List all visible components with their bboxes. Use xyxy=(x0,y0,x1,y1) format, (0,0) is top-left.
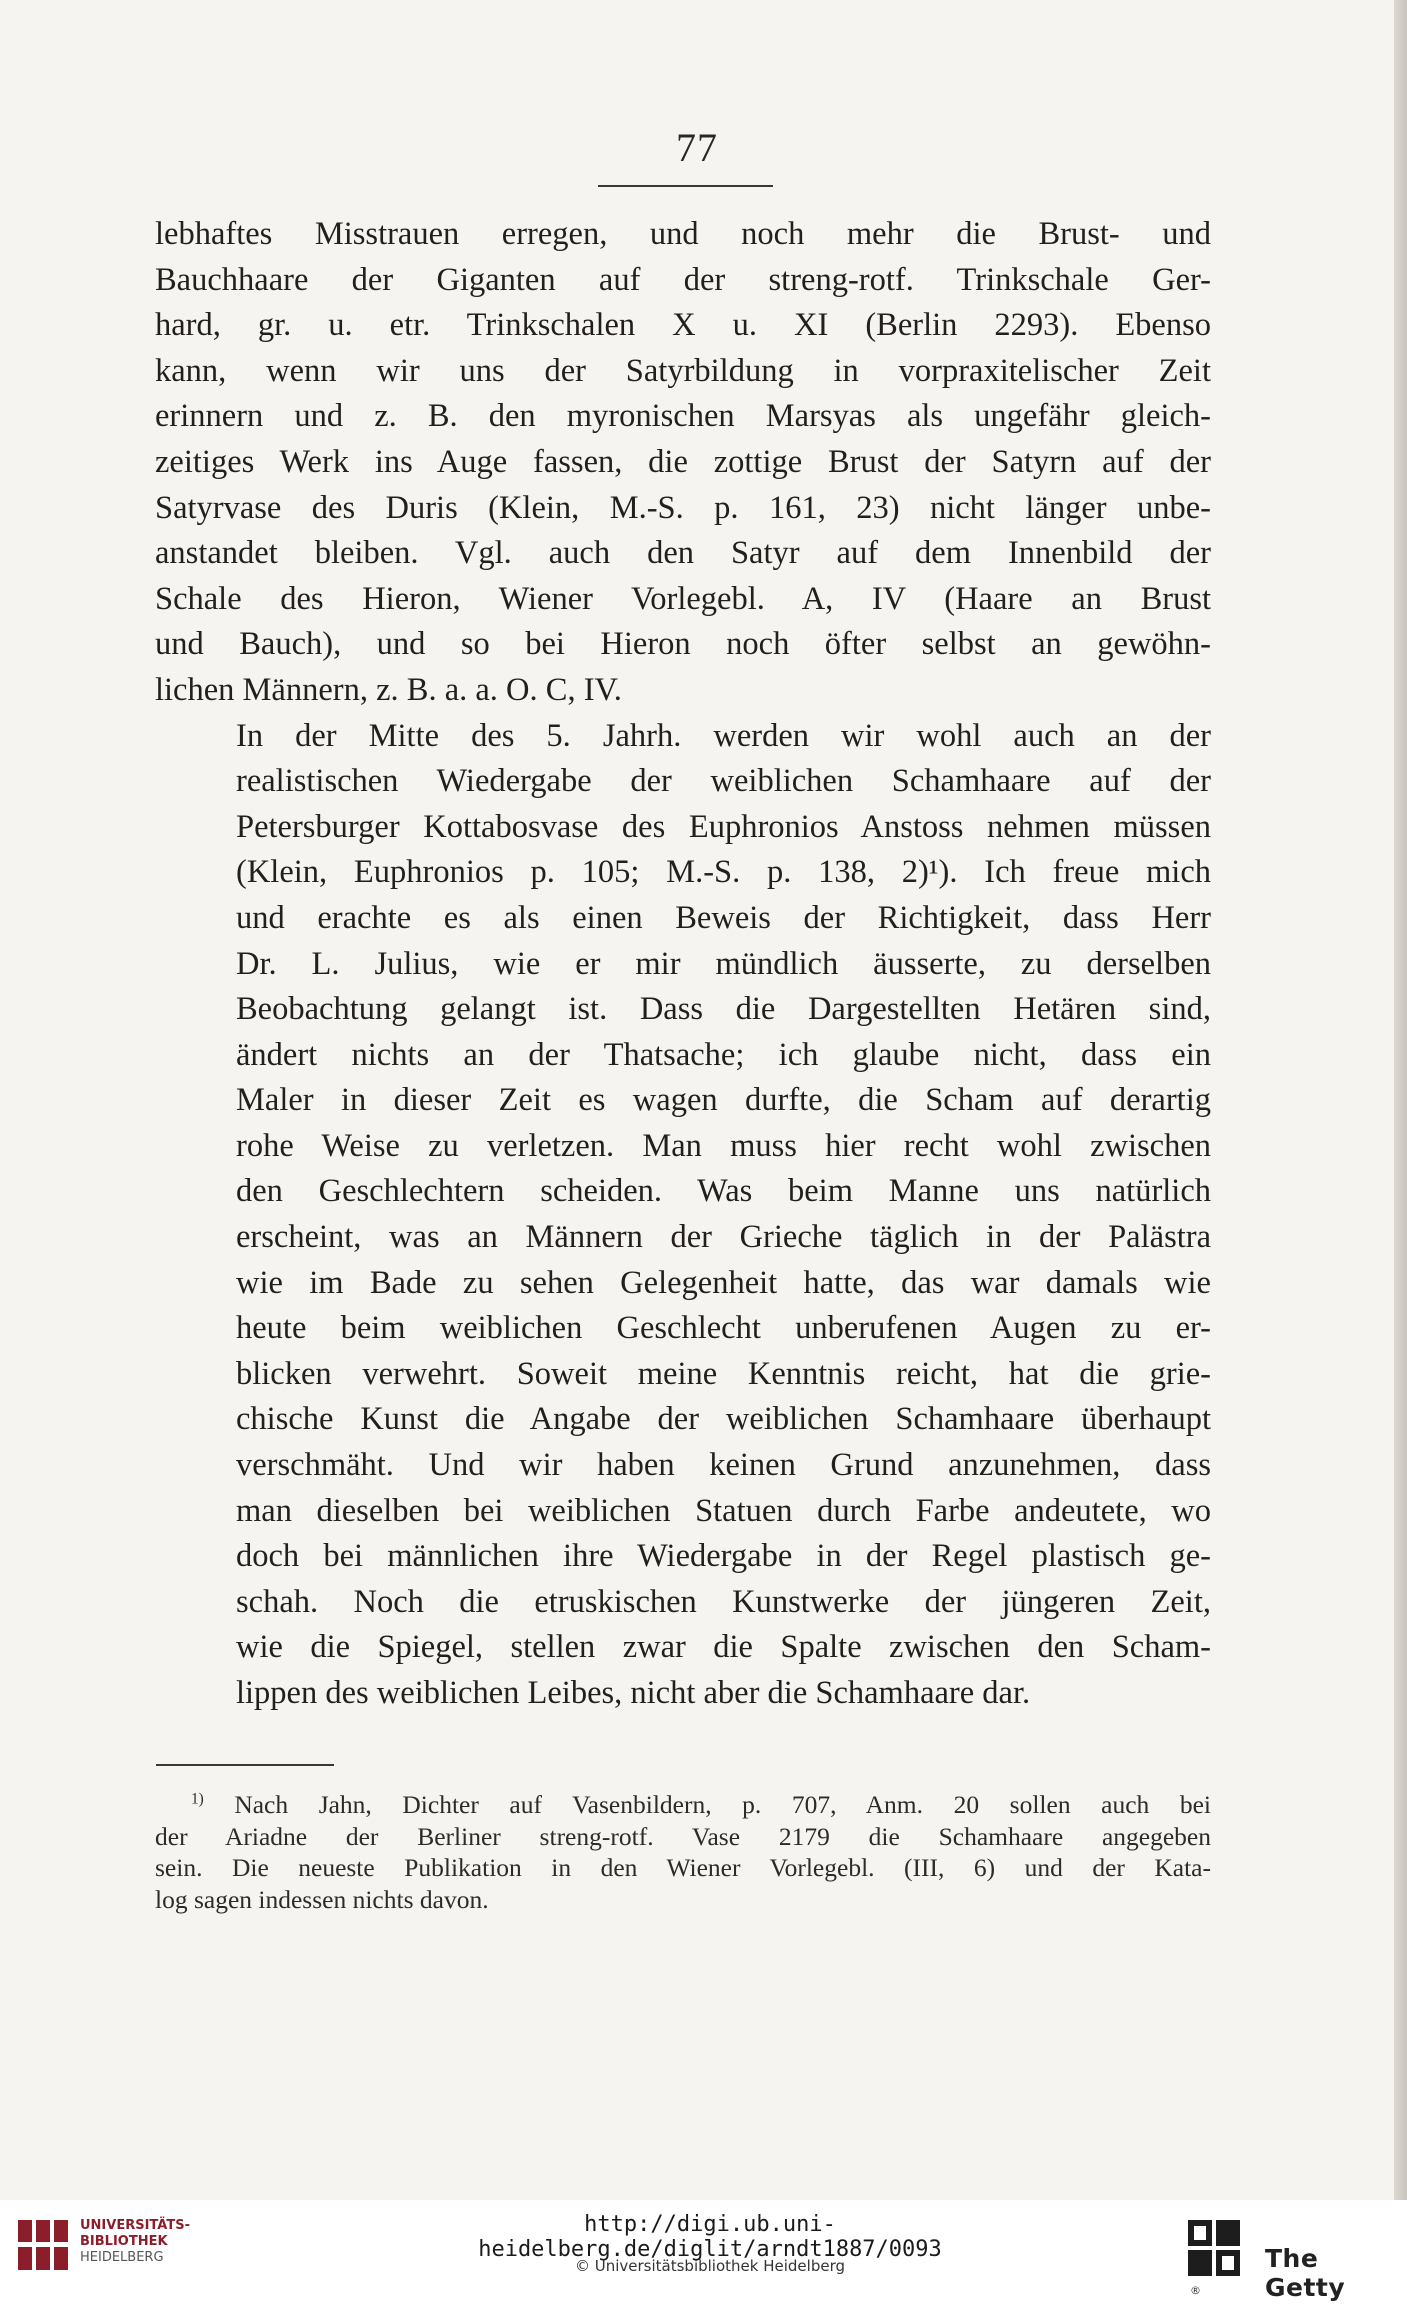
text-line: heute beim weiblichen Geschlecht unberufenen Augen zu er- xyxy=(236,1310,1211,1347)
text-line: und erachte es als einen Beweis der Richtigkeit, dass Herr xyxy=(236,899,1211,936)
text-line: blicken verwehrt. Soweit meine Kenntnis reicht, hat die grie- xyxy=(236,1355,1211,1392)
text-line: anstandet bleiben. Vgl. auch den Satyr auf dem Innenbild der xyxy=(155,535,1211,572)
getty-name: The Getty xyxy=(1265,2244,1346,2302)
paragraph-1 xyxy=(155,212,1211,714)
text-line: rohe Weise zu verletzen. Man muss hier recht wohl zwischen xyxy=(236,1127,1211,1164)
footnote-marker: 1) xyxy=(191,1790,204,1808)
copyright-notice: © Universitätsbibliothek Heidelberg xyxy=(574,2257,845,2275)
text-line: erinnern und z. B. den myronischen Marsyas als ungefähr gleich- xyxy=(155,398,1211,435)
text-line: Maler in dieser Zeit es wagen durfte, die Scham auf derartig xyxy=(236,1082,1211,1119)
text-line: Petersburger Kottabosvase des Euphronios Anstoss nehmen müssen xyxy=(236,808,1211,845)
footnote-line: sein. Die neueste Publikation in den Wiener Vorlegebl. (III, 6) und der Kata- xyxy=(155,1853,1211,1882)
paragraph-2 xyxy=(155,714,1211,1717)
text-line: zeitiges Werk ins Auge fassen, die zottige Brust der Satyrn auf der xyxy=(155,443,1211,480)
text-line: hard, gr. u. etr. Trinkschalen X u. XI (Berlin 2293). Ebenso xyxy=(155,307,1211,344)
footnote-line xyxy=(155,1789,1211,1821)
footer-bar xyxy=(0,2200,1407,2309)
library-name xyxy=(80,2218,190,2266)
page-number: 77 xyxy=(676,125,718,170)
footnote-text: Nach Jahn, Dichter auf Vasenbildern, p. 707, Anm. 20 sollen auch bei xyxy=(203,1790,1211,1819)
text-line: doch bei männlichen ihre Wiedergabe in der Regel plastisch ge- xyxy=(236,1538,1211,1575)
text-line: verschmäht. Und wir haben keinen Grund anzunehmen, dass xyxy=(236,1447,1211,1484)
body-text xyxy=(155,212,1211,1717)
text-line: ändert nichts an der Thatsache; ich glaube nicht, dass ein xyxy=(236,1036,1211,1073)
text-line: Satyrvase des Duris (Klein, M.-S. p. 161, 23) nicht länger unbe- xyxy=(155,489,1211,526)
text-line: Dr. L. Julius, wie er mir mündlich äusserte, zu derselben xyxy=(236,945,1211,982)
text-line: realistischen Wiedergabe der weiblichen Schamhaare auf der xyxy=(236,763,1211,800)
text-line: chische Kunst die Angabe der weiblichen Schamhaare überhaupt xyxy=(236,1401,1211,1438)
text-line: und Bauch), und so bei Hieron noch öfter selbst an gewöhn- xyxy=(155,626,1211,663)
footnote-rule xyxy=(156,1764,334,1766)
footnote-line: der Ariadne der Berliner streng-rotf. Vase 2179 die Schamhaare angegeben xyxy=(155,1821,1211,1851)
footnote xyxy=(155,1789,1211,1915)
text-line: Beobachtung gelangt ist. Dass die Dargestellten Hetären sind, xyxy=(236,991,1211,1028)
getty-logo-icon[interactable] xyxy=(1184,2216,1246,2280)
text-line: In der Mitte des 5. Jahrh. werden wir wohl auch an der xyxy=(236,717,1211,754)
page-number-rule xyxy=(598,185,773,187)
text-line: Schale des Hieron, Wiener Vorlegebl. A, IV (Haare an Brust xyxy=(155,580,1211,617)
text-line: wie im Bade zu sehen Gelegenheit hatte, das war damals wie xyxy=(236,1264,1211,1301)
text-line: erscheint, was an Männern der Grieche täglich in der Palästra xyxy=(236,1219,1211,1256)
text-line: schah. Noch die etruskischen Kunstwerke der jüngeren Zeit, xyxy=(236,1583,1211,1620)
footnote-line: log sagen indessen nichts davon. xyxy=(155,1884,489,1914)
text-line: lippen des weiblichen Leibes, nicht aber die Schamhaare dar. xyxy=(236,1675,1031,1711)
library-name-line-2: BIBLIOTHEK xyxy=(80,2234,168,2249)
text-line: wie die Spiegel, stellen zwar die Spalte zwischen den Scham- xyxy=(236,1629,1211,1666)
text-line: Bauchhaare der Giganten auf der streng-rotf. Trinkschale Ger- xyxy=(155,261,1211,298)
text-line: kann, wenn wir uns der Satyrbildung in vorpraxitelischer Zeit xyxy=(155,352,1211,389)
registered-mark: ® xyxy=(1190,2284,1201,2297)
permalink-url[interactable]: http://digi.ub.uni-heidelberg.de/diglit/arndt1887/0093 xyxy=(478,2212,942,2262)
text-line: lichen Männern, z. B. a. a. O. C, IV. xyxy=(155,671,622,708)
text-line: lebhaftes Misstrauen erregen, und noch mehr die Brust- und xyxy=(155,216,1211,252)
page-edge xyxy=(1394,0,1407,2309)
university-library-logo-icon[interactable] xyxy=(14,2214,74,2276)
text-line: (Klein, Euphronios p. 105; M.-S. p. 138, 2)¹). Ich freue mich xyxy=(236,854,1211,891)
text-line: den Geschlechtern scheiden. Was beim Manne uns natürlich xyxy=(236,1173,1211,1210)
library-name-line-1: UNIVERSITÄTS- xyxy=(80,2218,190,2233)
library-name-line-3: HEIDELBERG xyxy=(80,2250,164,2265)
text-line: man dieselben bei weiblichen Statuen durch Farbe andeutete, wo xyxy=(236,1492,1211,1529)
